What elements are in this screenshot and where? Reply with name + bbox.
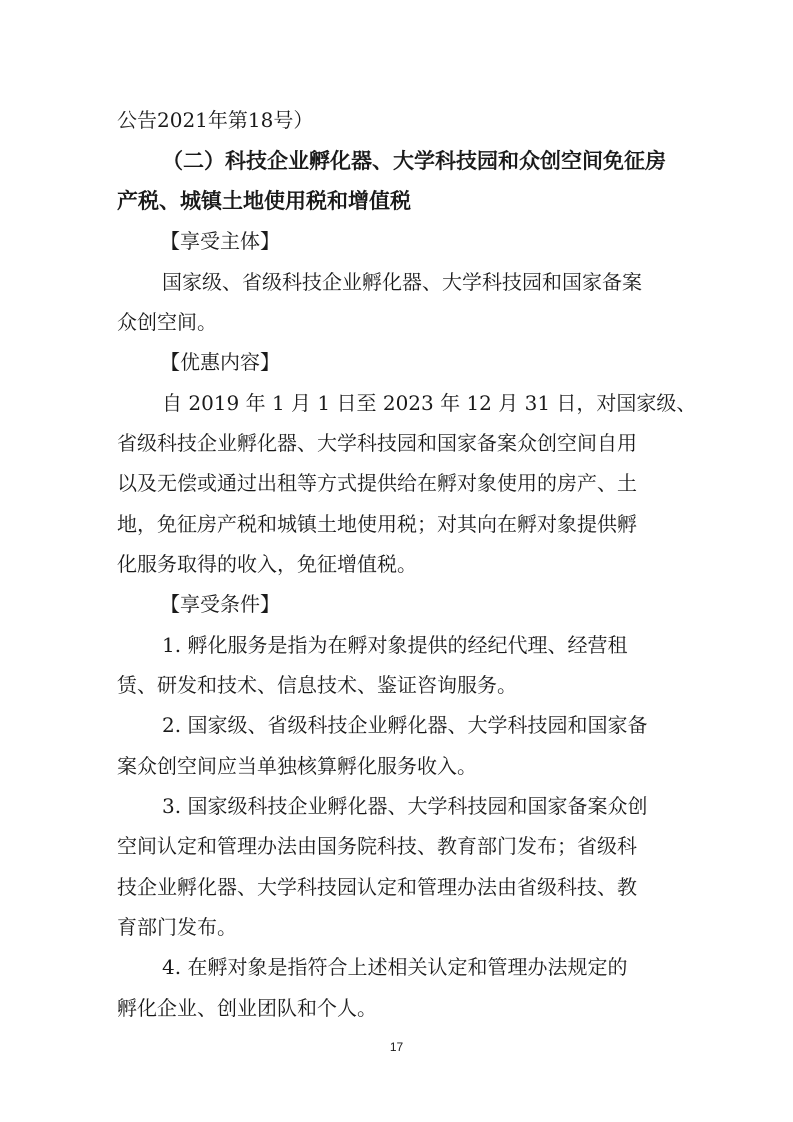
text-line: 3. 国家级科技企业孵化器、大学科技园和国家备案众创 xyxy=(162,794,648,818)
text-line: 空间认定和管理办法由国务院科技、教育部门发布；省级科 xyxy=(117,834,637,858)
section-heading: 产税、城镇土地使用税和增值税 xyxy=(117,189,411,213)
text-line: 省级科技企业孵化器、大学科技园和国家备案众创空间自用 xyxy=(117,431,637,455)
text-line: 公告2021年第18号） xyxy=(117,108,314,132)
text-line: 以及无偿或通过出租等方式提供给在孵对象使用的房产、土 xyxy=(117,471,637,495)
text-line: 技企业孵化器、大学科技园认定和管理办法由省级科技、教 xyxy=(117,875,637,899)
text-line: 育部门发布。 xyxy=(117,915,237,939)
text-line: 2. 国家级、省级科技企业孵化器、大学科技园和国家备 xyxy=(162,713,648,737)
section-heading: （二）科技企业孵化器、大学科技园和众创空间免征房 xyxy=(162,149,666,173)
text-line: 1. 孵化服务是指为在孵对象提供的经纪代理、经营租 xyxy=(162,633,628,657)
subsection-label: 【享受主体】 xyxy=(160,229,280,253)
text-line: 化服务取得的收入，免征增值税。 xyxy=(117,552,417,576)
text-line: 众创空间。 xyxy=(117,310,217,334)
text-line: 地，免征房产税和城镇土地使用税；对其向在孵对象提供孵 xyxy=(117,512,637,536)
text-line: 4. 在孵对象是指符合上述相关认定和管理办法规定的 xyxy=(162,955,628,979)
text-line: 自 2019 年 1 月 1 日至 2023 年 12 月 31 日，对国家级、 xyxy=(162,391,697,415)
text-line: 孵化企业、创业团队和个人。 xyxy=(117,996,377,1020)
subsection-label: 【享受条件】 xyxy=(160,592,280,616)
text-line: 赁、研发和技术、信息技术、鉴证咨询服务。 xyxy=(117,673,517,697)
page-number: 17 xyxy=(389,1040,404,1054)
subsection-label: 【优惠内容】 xyxy=(160,350,280,374)
text-line: 案众创空间应当单独核算孵化服务收入。 xyxy=(117,754,477,778)
text-line: 国家级、省级科技企业孵化器、大学科技园和国家备案 xyxy=(162,270,642,294)
